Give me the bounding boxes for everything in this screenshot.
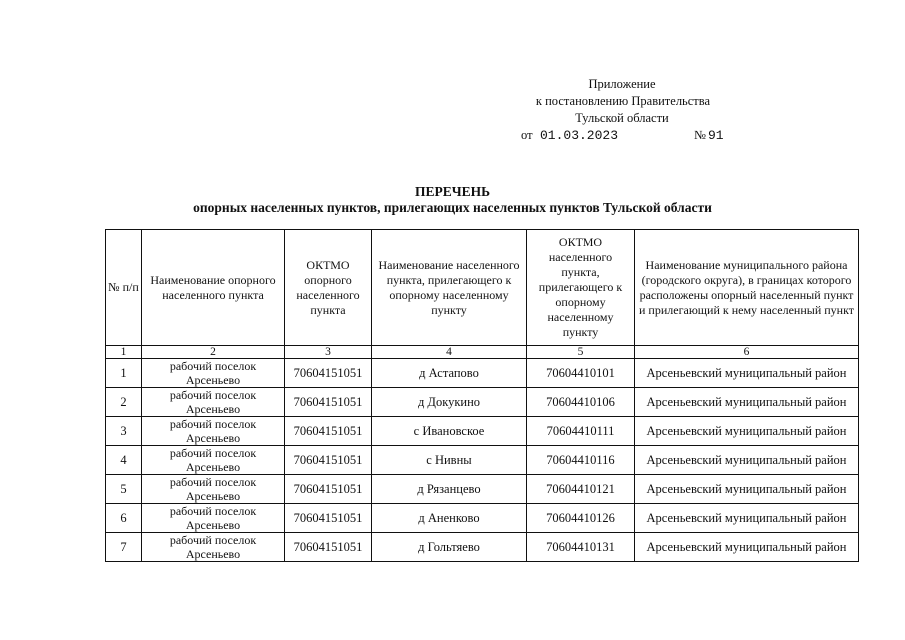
row-settlement: рабочий поселок Арсеньево [142, 446, 285, 475]
column-number: 6 [635, 346, 859, 359]
row-oktmo-settlement: 70604151051 [285, 533, 372, 562]
table-row [106, 533, 859, 562]
row-num: 6 [106, 504, 142, 533]
row-oktmo-adjacent: 70604410101 [527, 359, 635, 388]
row-adjacent: д Докукино [372, 388, 527, 417]
row-num: 1 [106, 359, 142, 388]
row-num: 2 [106, 388, 142, 417]
column-number: 1 [106, 346, 142, 359]
date-from-label: от [521, 128, 533, 142]
row-district: Арсеньевский муниципальный район [635, 504, 859, 533]
row-oktmo-settlement: 70604151051 [285, 504, 372, 533]
row-oktmo-adjacent: 70604410111 [527, 417, 635, 446]
row-settlement: рабочий поселок Арсеньево [142, 475, 285, 504]
title-heading: ПЕРЕЧЕНЬ [414, 184, 491, 199]
row-adjacent: д Астапово [372, 359, 527, 388]
row-oktmo-settlement: 70604151051 [285, 446, 372, 475]
row-settlement: рабочий поселок Арсеньево [142, 533, 285, 562]
row-adjacent: с Нивны [372, 446, 527, 475]
appendix-block [500, 76, 760, 145]
table-row [106, 417, 859, 446]
title-subheading: опорных населенных пунктов, прилегающих населенных пунктов Тульской области [193, 200, 712, 215]
header-settlement: Наименование опорного населенного пункта [142, 230, 285, 346]
row-district: Арсеньевский муниципальный район [635, 533, 859, 562]
header-adjacent: Наименование населенного пункта, прилегающего к опорному населенному пункту [372, 230, 527, 346]
document-title [0, 184, 905, 216]
appendix-date-line [500, 127, 760, 145]
row-oktmo-settlement: 70604151051 [285, 417, 372, 446]
row-num: 3 [106, 417, 142, 446]
column-number: 5 [527, 346, 635, 359]
row-settlement: рабочий поселок Арсеньево [142, 359, 285, 388]
column-number-row [106, 346, 859, 359]
table-row [106, 475, 859, 504]
appendix-title: Приложение [588, 77, 656, 91]
row-oktmo-settlement: 70604151051 [285, 388, 372, 417]
row-oktmo-adjacent: 70604410131 [527, 533, 635, 562]
column-number: 3 [285, 346, 372, 359]
header-oktmo-adjacent: ОКТМО населенного пункта, прилегающего к опорному населенному пункту [527, 230, 635, 346]
number-label: № [694, 128, 706, 142]
row-oktmo-adjacent: 70604410121 [527, 475, 635, 504]
row-district: Арсеньевский муниципальный район [635, 475, 859, 504]
row-num: 7 [106, 533, 142, 562]
column-number: 2 [142, 346, 285, 359]
settlements-table [105, 229, 859, 562]
row-adjacent: д Аненково [372, 504, 527, 533]
row-oktmo-settlement: 70604151051 [285, 475, 372, 504]
header-num: № п/п [106, 230, 142, 346]
row-oktmo-adjacent: 70604410126 [527, 504, 635, 533]
table-row [106, 446, 859, 475]
row-district: Арсеньевский муниципальный район [635, 388, 859, 417]
row-oktmo-adjacent: 70604410116 [527, 446, 635, 475]
appendix-decree-line: к постановлению Правительства [535, 94, 711, 108]
row-adjacent: с Ивановское [372, 417, 527, 446]
column-number: 4 [372, 346, 527, 359]
row-adjacent: д Гольтяево [372, 533, 527, 562]
table-row [106, 504, 859, 533]
row-settlement: рабочий поселок Арсеньево [142, 504, 285, 533]
appendix-region-line: Тульской области [575, 111, 669, 125]
table-header-row [106, 230, 859, 346]
row-adjacent: д Рязанцево [372, 475, 527, 504]
table-row [106, 359, 859, 388]
header-oktmo-settlement: ОКТМО опорного населенного пункта [285, 230, 372, 346]
row-district: Арсеньевский муниципальный район [635, 417, 859, 446]
decree-date: 01.03.2023 [540, 128, 619, 143]
header-district: Наименование муниципального района (городского округа), в границах которого расположены опорный населенный пункт и прилегающий к нему населенный пункт [635, 230, 859, 346]
row-settlement: рабочий поселок Арсеньево [142, 417, 285, 446]
row-num: 5 [106, 475, 142, 504]
row-district: Арсеньевский муниципальный район [635, 446, 859, 475]
decree-number: 91 [708, 128, 724, 143]
table-row [106, 388, 859, 417]
row-oktmo-adjacent: 70604410106 [527, 388, 635, 417]
row-oktmo-settlement: 70604151051 [285, 359, 372, 388]
row-num: 4 [106, 446, 142, 475]
row-district: Арсеньевский муниципальный район [635, 359, 859, 388]
row-settlement: рабочий поселок Арсеньево [142, 388, 285, 417]
